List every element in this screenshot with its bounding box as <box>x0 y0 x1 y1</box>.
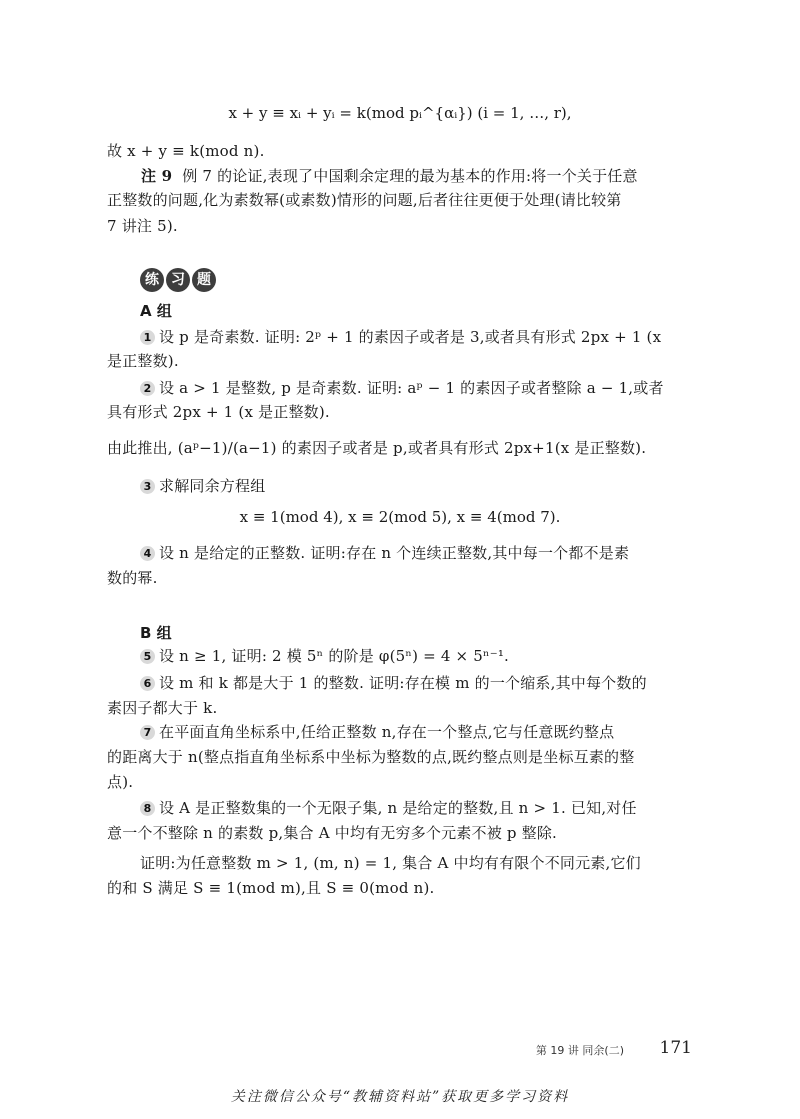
title-char-1: 练 <box>140 268 164 292</box>
problem-2-line-1: 2 设 a > 1 是整数, p 是奇素数. 证明: aᵖ − 1 的素因子或者整除 a − 1,或者 <box>140 378 664 398</box>
note-text-1: 例 7 的论证,表现了中国剩余定理的最为基本的作用:将一个关于任意 <box>182 167 638 185</box>
problem-1-line-2: 是正整数). <box>107 352 179 370</box>
problem-7-line-2: 的距离大于 n(整点指直角坐标系中坐标为整数的点,既约整点则是坐标互素的整 <box>107 748 635 766</box>
problem-2-line-3: 由此推出, (aᵖ−1)/(a−1) 的素因子或者是 p,或者具有形式 2px+1(x 是正整数). <box>107 439 647 457</box>
note-text-3: 7 讲注 5). <box>107 217 178 235</box>
problem-1-line-1: 1 设 p 是奇素数. 证明: 2ᵖ + 1 的素因子或者是 3,或者具有形式 2px + 1 (x <box>140 327 661 347</box>
problem-number-badge: 4 <box>140 546 155 561</box>
exercises-title <box>140 268 216 292</box>
problem-8-line-2: 意一个不整除 n 的素数 p,集合 A 中均有无穷多个元素不被 p 整除. <box>107 824 558 842</box>
problem-number-badge: 8 <box>140 801 155 816</box>
title-char-3: 题 <box>192 268 216 292</box>
title-char-2: 习 <box>166 268 190 292</box>
problem-6-line-2: 素因子都大于 k. <box>107 699 218 717</box>
page-number: 171 <box>659 1038 692 1058</box>
group-b-label: B 组 <box>140 624 172 642</box>
note-label: 注 9 <box>141 167 173 185</box>
problem-8-line-4: 的和 S 满足 S ≡ 1(mod m),且 S ≡ 0(mod n). <box>107 879 435 897</box>
problem-number-badge: 3 <box>140 479 155 494</box>
problem-number-badge: 6 <box>140 676 155 691</box>
note-text-2: 正整数的问题,化为素数幂(或素数)情形的问题,后者往往更便于处理(请比较第 <box>107 191 622 209</box>
equation-line-2: 故 x + y ≡ k(mod n). <box>107 142 265 160</box>
problem-8-line-1: 8 设 A 是正整数集的一个无限子集, n 是给定的整数,且 n > 1. 已知,对任 <box>140 798 637 818</box>
problem-7-line-3: 点). <box>107 773 134 791</box>
watermark-text: 关注微信公众号“教辅资料站”获取更多学习资料 <box>230 1089 570 1105</box>
problem-number-badge: 2 <box>140 381 155 396</box>
problem-6-line-1: 6 设 m 和 k 都是大于 1 的整数. 证明:存在模 m 的一个缩系,其中每个数的 <box>140 673 647 693</box>
problem-number-badge: 5 <box>140 649 155 664</box>
problem-number-badge: 1 <box>140 330 155 345</box>
group-a-label: A 组 <box>140 302 172 320</box>
note-9-paragraph <box>107 166 638 186</box>
equation-line-1: x + y ≡ xᵢ + yᵢ = k(mod pᵢ^{αᵢ}) (i = 1, …, r), <box>228 104 572 122</box>
problem-number-badge: 7 <box>140 725 155 740</box>
problem-4-line-1: 4 设 n 是给定的正整数. 证明:存在 n 个连续正整数,其中每一个都不是素 <box>140 543 629 563</box>
problem-5-line-1: 5 设 n ≥ 1, 证明: 2 模 5ⁿ 的阶是 φ(5ⁿ) = 4 × 5ⁿ⁻¹. <box>140 646 509 666</box>
problem-3-equation: x ≡ 1(mod 4), x ≡ 2(mod 5), x ≡ 4(mod 7). <box>239 508 561 526</box>
problem-8-line-3: 证明:为任意整数 m > 1, (m, n) = 1, 集合 A 中均有有限个不同元素,它们 <box>140 854 641 872</box>
chapter-footer: 第 19 讲 同余(二) <box>535 1044 624 1057</box>
problem-2-line-2: 具有形式 2px + 1 (x 是正整数). <box>107 403 330 421</box>
problem-3-line-1: 3 求解同余方程组 <box>140 476 265 496</box>
problem-7-line-1: 7 在平面直角坐标系中,任给正整数 n,存在一个整点,它与任意既约整点 <box>140 722 614 742</box>
problem-4-line-2: 数的幂. <box>107 569 158 587</box>
